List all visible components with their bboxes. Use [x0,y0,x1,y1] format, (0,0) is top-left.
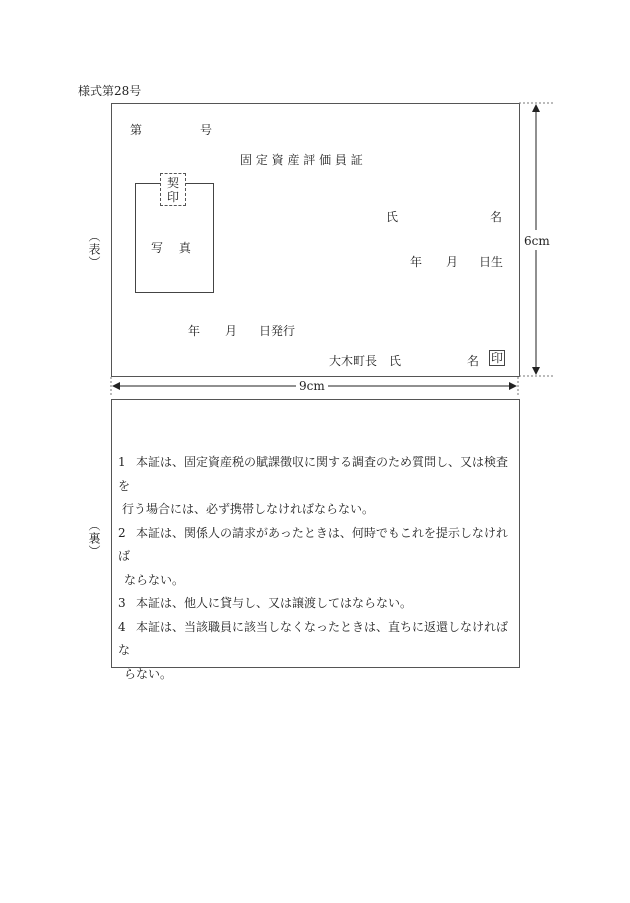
note-continuation: 行う場合には、必ず携帯しなければならない。 [122,502,375,516]
note-number: 3 [118,596,126,610]
height-dimension-label: 6cm [524,234,550,248]
note-text: 本証は、固定資産税の賦課徴収に関する調査のため質問し、又は検査を [118,455,509,493]
note-continuation: らない。 [124,666,173,681]
note-text: 本証は、関係人の請求があったときは、何時でもこれを提示しなければ [118,525,508,563]
birth-year-label: 年 [410,255,423,269]
seal-top-char: 契 [166,176,179,190]
card-number-suffix: 号 [200,123,213,137]
width-dimension-label: 9cm [299,379,325,393]
note-number: 4 [118,619,126,634]
note-continuation: ならない。 [124,572,185,587]
note-text: 本証は、他人に貸与し、又は譲渡してはならない。 [136,596,413,610]
note-number: 1 [118,455,126,469]
name-label-first: 氏 [386,210,399,224]
mayor-name-label: 名 [467,354,480,368]
card-title: 固 定 資 産 評 価 員 証 [240,153,363,167]
photo-label: 写 真 [151,241,191,255]
mayor-label: 大木町長 氏 [329,354,402,368]
issue-day-label: 日発行 [259,324,296,338]
birth-month-label: 月 [446,255,459,269]
name-label-second: 名 [490,210,503,224]
back-side-label: （裏） [87,519,101,558]
card-number-prefix: 第 [130,123,143,137]
seal-bottom-char: 印 [166,190,179,204]
form-number: 様式第28号 [78,84,142,98]
issue-month-label: 月 [225,324,238,338]
birth-day-label: 日生 [479,255,504,269]
issue-year-label: 年 [188,324,201,338]
front-side-label: （表） [87,230,101,269]
note-number: 2 [118,525,126,540]
official-stamp: 印 [491,351,504,365]
note-text: 本証は、当該職員に該当しなくなったときは、直ちに返還しなければな [118,619,509,657]
